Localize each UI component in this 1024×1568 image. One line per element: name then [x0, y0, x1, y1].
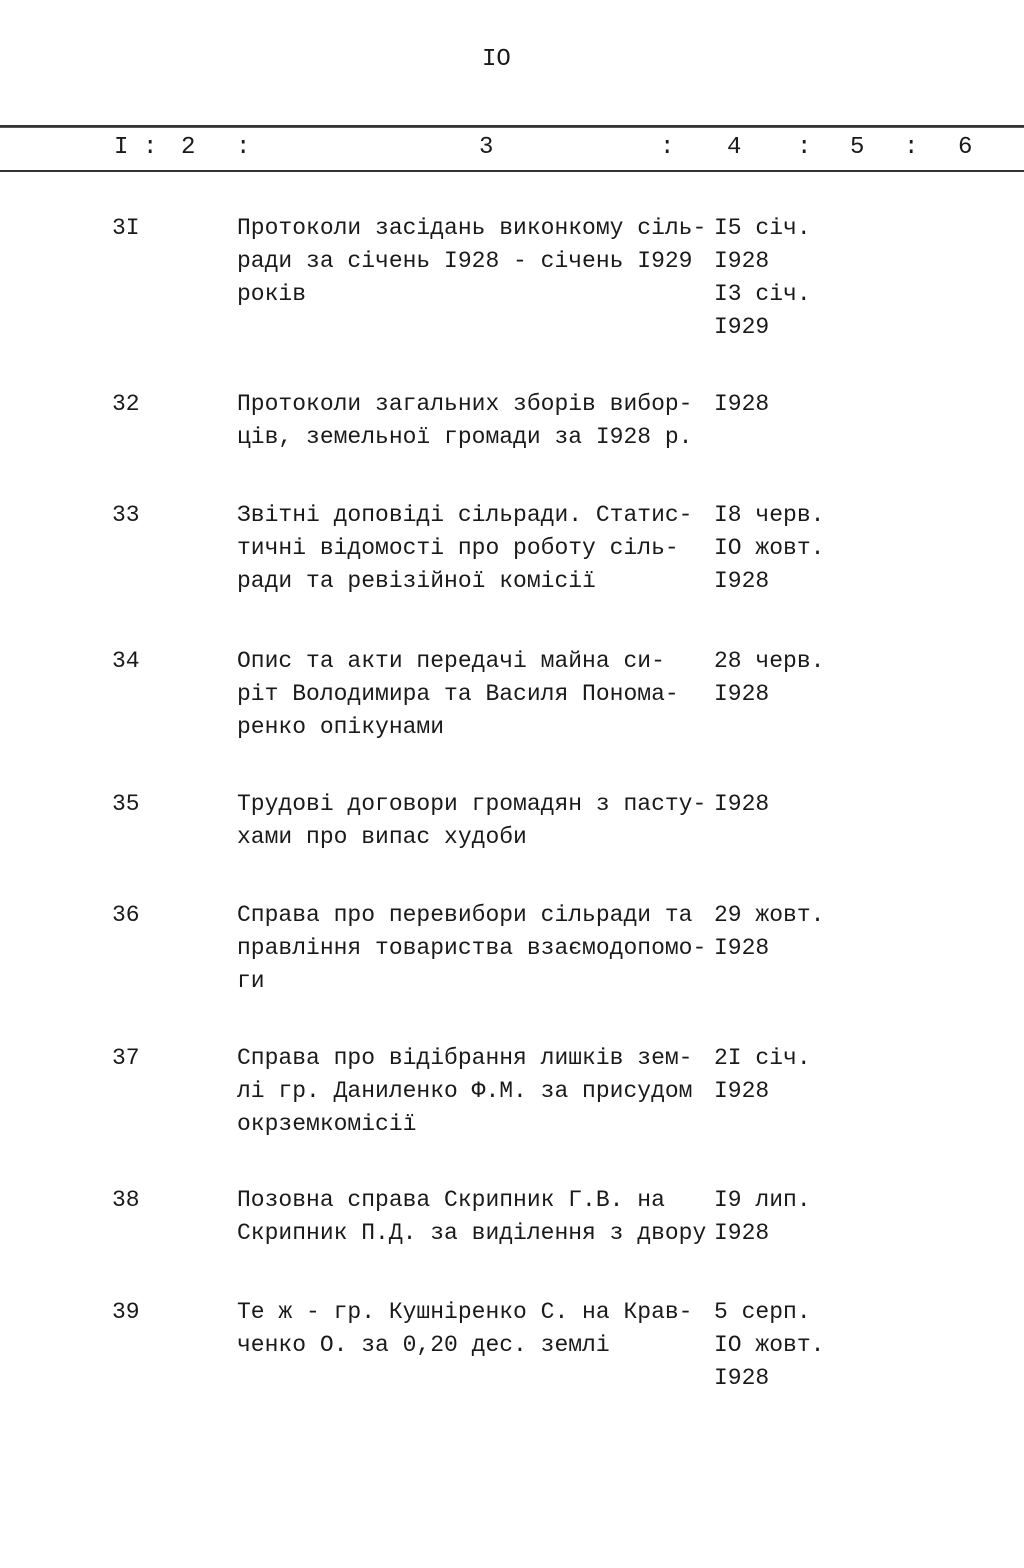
col-5-header: 5 — [850, 134, 865, 161]
description-line: Протоколи загальних зборів вибор- — [237, 391, 693, 417]
description-line: хами про випас худоби — [237, 824, 527, 850]
date-line: I3 січ. — [714, 281, 811, 307]
col-separator: : — [236, 134, 251, 161]
date-line: I928 — [714, 681, 770, 707]
description-line: Звітні доповіді сільради. Статис- — [237, 502, 693, 528]
date-line: I5 січ. — [714, 215, 811, 241]
description-line: ців, земельної громади за I928 р. — [237, 424, 693, 450]
description-line: окрземкомісії — [237, 1111, 417, 1137]
col-6-header: 6 — [958, 134, 973, 161]
entry-description — [237, 788, 706, 854]
col-1-header: I — [114, 134, 129, 161]
date-line: I929 — [714, 314, 770, 340]
description-line: Протоколи засідань виконкому сіль- — [237, 215, 707, 241]
description-line: років — [237, 281, 307, 307]
col-separator: : — [660, 134, 675, 161]
entry-dates — [714, 645, 824, 711]
date-line: I928 — [714, 791, 770, 817]
date-line: I928 — [714, 1365, 770, 1391]
entry-description — [237, 499, 692, 598]
description-line: ради за січень I928 - січень I929 — [237, 248, 693, 274]
description-line: ренко опікунами — [237, 714, 445, 740]
entry-dates — [714, 388, 769, 421]
description-line: Трудові договори громадян з пасту- — [237, 791, 707, 817]
date-line: I9 лип. — [714, 1187, 811, 1213]
date-line: I928 — [714, 391, 770, 417]
description-line: ченко О. за 0,20 дес. землі — [237, 1332, 610, 1358]
description-line: правління товариства взаємодопомо- — [237, 935, 707, 961]
col-separator: : — [904, 134, 919, 161]
header-top-rule-inner — [0, 127, 1024, 128]
date-line: 29 жовт. — [714, 902, 825, 928]
date-line: I928 — [714, 935, 770, 961]
description-line: лі гр. Даниленко Ф.М. за присудом — [237, 1078, 693, 1104]
entry-description — [237, 1296, 692, 1362]
description-line: тичні відомості про роботу сіль- — [237, 535, 679, 561]
col-separator: : — [797, 134, 812, 161]
date-line: I928 — [714, 248, 770, 274]
entry-number: 34 — [112, 648, 140, 674]
date-line: I8 черв. — [714, 502, 825, 528]
entry-number: 3I — [112, 215, 140, 241]
entry-number: 32 — [112, 391, 140, 417]
entry-dates — [714, 1296, 824, 1395]
entry-number: 33 — [112, 502, 140, 528]
date-line: I928 — [714, 568, 770, 594]
entry-description — [237, 899, 706, 998]
description-line: Опис та акти передачі майна си- — [237, 648, 665, 674]
entry-dates — [714, 788, 769, 821]
entry-number: 39 — [112, 1299, 140, 1325]
description-line: ради та ревізійної комісії — [237, 568, 596, 594]
description-line: Те ж - гр. Кушніренко С. на Крав- — [237, 1299, 693, 1325]
entry-dates — [714, 1184, 811, 1250]
date-line: 2I січ. — [714, 1045, 811, 1071]
description-line: ріт Володимира та Василя Пономa- — [237, 681, 679, 707]
entry-description — [237, 212, 706, 311]
entry-dates — [714, 212, 811, 344]
page-number: IO — [482, 46, 511, 73]
col-2-header: 2 — [181, 134, 196, 161]
entry-description — [237, 1184, 706, 1250]
entry-dates — [714, 1042, 811, 1108]
header-bottom-rule — [0, 170, 1024, 172]
date-line: 5 серп. — [714, 1299, 811, 1325]
entry-number: 36 — [112, 902, 140, 928]
description-line: Справа про відібрання лишків зем- — [237, 1045, 693, 1071]
entry-number: 38 — [112, 1187, 140, 1213]
col-separator: : — [143, 134, 158, 161]
entry-dates — [714, 499, 824, 598]
entry-description — [237, 388, 692, 454]
date-line: I928 — [714, 1220, 770, 1246]
entry-dates — [714, 899, 824, 965]
date-line: IO жовт. — [714, 1332, 825, 1358]
description-line: Скрипник П.Д. за виділення з двору — [237, 1220, 707, 1246]
entry-number: 37 — [112, 1045, 140, 1071]
date-line: IO жовт. — [714, 535, 825, 561]
entry-number: 35 — [112, 791, 140, 817]
col-4-header: 4 — [727, 134, 742, 161]
description-line: Позовна справа Скрипник Г.В. на — [237, 1187, 665, 1213]
date-line: 28 черв. — [714, 648, 825, 674]
entry-description — [237, 645, 679, 744]
entry-description — [237, 1042, 692, 1141]
date-line: I928 — [714, 1078, 770, 1104]
description-line: Справа про перевибори сільради та — [237, 902, 693, 928]
col-3-header: 3 — [479, 134, 494, 161]
description-line: ги — [237, 968, 265, 994]
